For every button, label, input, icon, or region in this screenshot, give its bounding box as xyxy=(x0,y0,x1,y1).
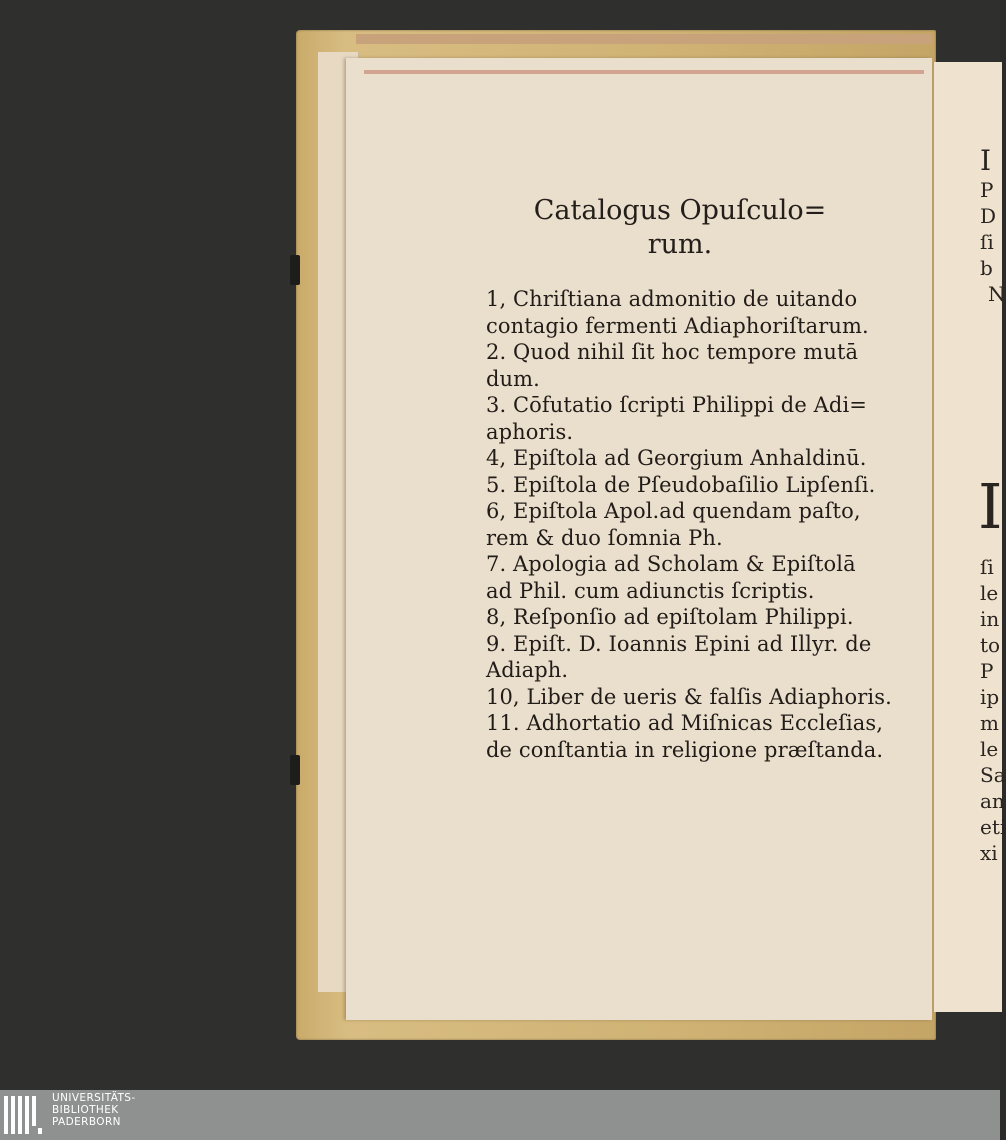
right-page-fragment: to xyxy=(980,633,1001,657)
right-page-fragment: an xyxy=(980,789,1005,813)
library-logo-icon xyxy=(4,1096,44,1134)
library-name-line2: BIBLIOTHEK xyxy=(52,1104,119,1116)
right-page-fragment: ſi xyxy=(980,555,994,579)
right-page-fragment: D xyxy=(980,204,997,228)
library-name xyxy=(52,1092,136,1128)
entry-line: contagio fermenti Adiaphoriſtarum. xyxy=(486,313,869,338)
library-footer xyxy=(0,1090,1000,1140)
entry-line: 3. Cōfutatio ſcripti Philippi de Adi= xyxy=(486,393,867,417)
right-page-fragment: N xyxy=(988,282,1006,306)
entry-line: 5. Epiſtola de Pſeudobaſilio Lipſenſi. xyxy=(486,472,876,497)
entry-line: Adiaph. xyxy=(486,658,569,682)
library-name-line3: PADERBORN xyxy=(52,1116,121,1128)
right-page-fragment: ip xyxy=(980,685,1000,709)
catalog-entries xyxy=(486,286,906,763)
right-page-fragment: m xyxy=(980,711,999,735)
entry-line: rem & duo ſomnia Ph. xyxy=(486,525,723,550)
entry-line: 1, Chriſtiana admonitio de uitando xyxy=(486,287,858,311)
right-page-fragment: le xyxy=(980,737,999,761)
right-page-fragment: P xyxy=(980,178,994,202)
right-page-fragment: in xyxy=(980,607,1000,631)
entry-line: 11. Adhortatio ad Miſnicas Eccleſias, xyxy=(486,711,884,735)
right-page-fragment: b xyxy=(980,256,993,280)
right-page-fragment: Sa xyxy=(980,763,1006,787)
catalog-title-line2: rum. xyxy=(647,229,713,260)
right-page-fragment: le xyxy=(980,581,999,605)
right-page-fragment: ſi xyxy=(980,230,994,254)
entry-line: ad Phil. cum adiunctis ſcriptis. xyxy=(486,578,815,603)
entry-line: dum. xyxy=(486,366,540,391)
entry-line: 4, Epiſtola ad Georgium Anhaldinū. xyxy=(486,446,867,470)
right-page-letter: I xyxy=(980,144,992,177)
page-edge-tint xyxy=(364,70,924,74)
catalog-title-line1: Catalogus Opuſculo= xyxy=(533,195,827,226)
cover-edge xyxy=(356,34,931,44)
clasp-lower xyxy=(290,755,300,785)
entry-line: de conſtantia in religione præſtanda. xyxy=(486,737,884,762)
entry-line: 7. Apologia ad Scholam & Epiſtolā xyxy=(486,552,856,576)
right-page-fragment: eti xyxy=(980,815,1006,839)
right-page-fragment: xi xyxy=(980,841,998,865)
clasp-upper xyxy=(290,255,300,285)
entry-line: aphoris. xyxy=(486,419,574,444)
entry-line: 10, Liber de ueris & falſis Adiaphoris. xyxy=(486,684,892,709)
entry-line: 9. Epiſt. D. Ioannis Epini ad Illyr. de xyxy=(486,631,872,656)
entry-line: 8, Reſponſio ad epiſtolam Philippi. xyxy=(486,605,854,629)
library-name-line1: UNIVERSITÄTS- xyxy=(52,1092,136,1104)
entry-line: 6, Epiſtola Apol.ad quendam paſto, xyxy=(486,499,861,523)
right-page-fragment: P xyxy=(980,659,994,683)
right-page-initial: I xyxy=(978,470,1003,543)
entry-line: 2. Quod nihil ſit hoc tempore mutā xyxy=(486,340,859,364)
